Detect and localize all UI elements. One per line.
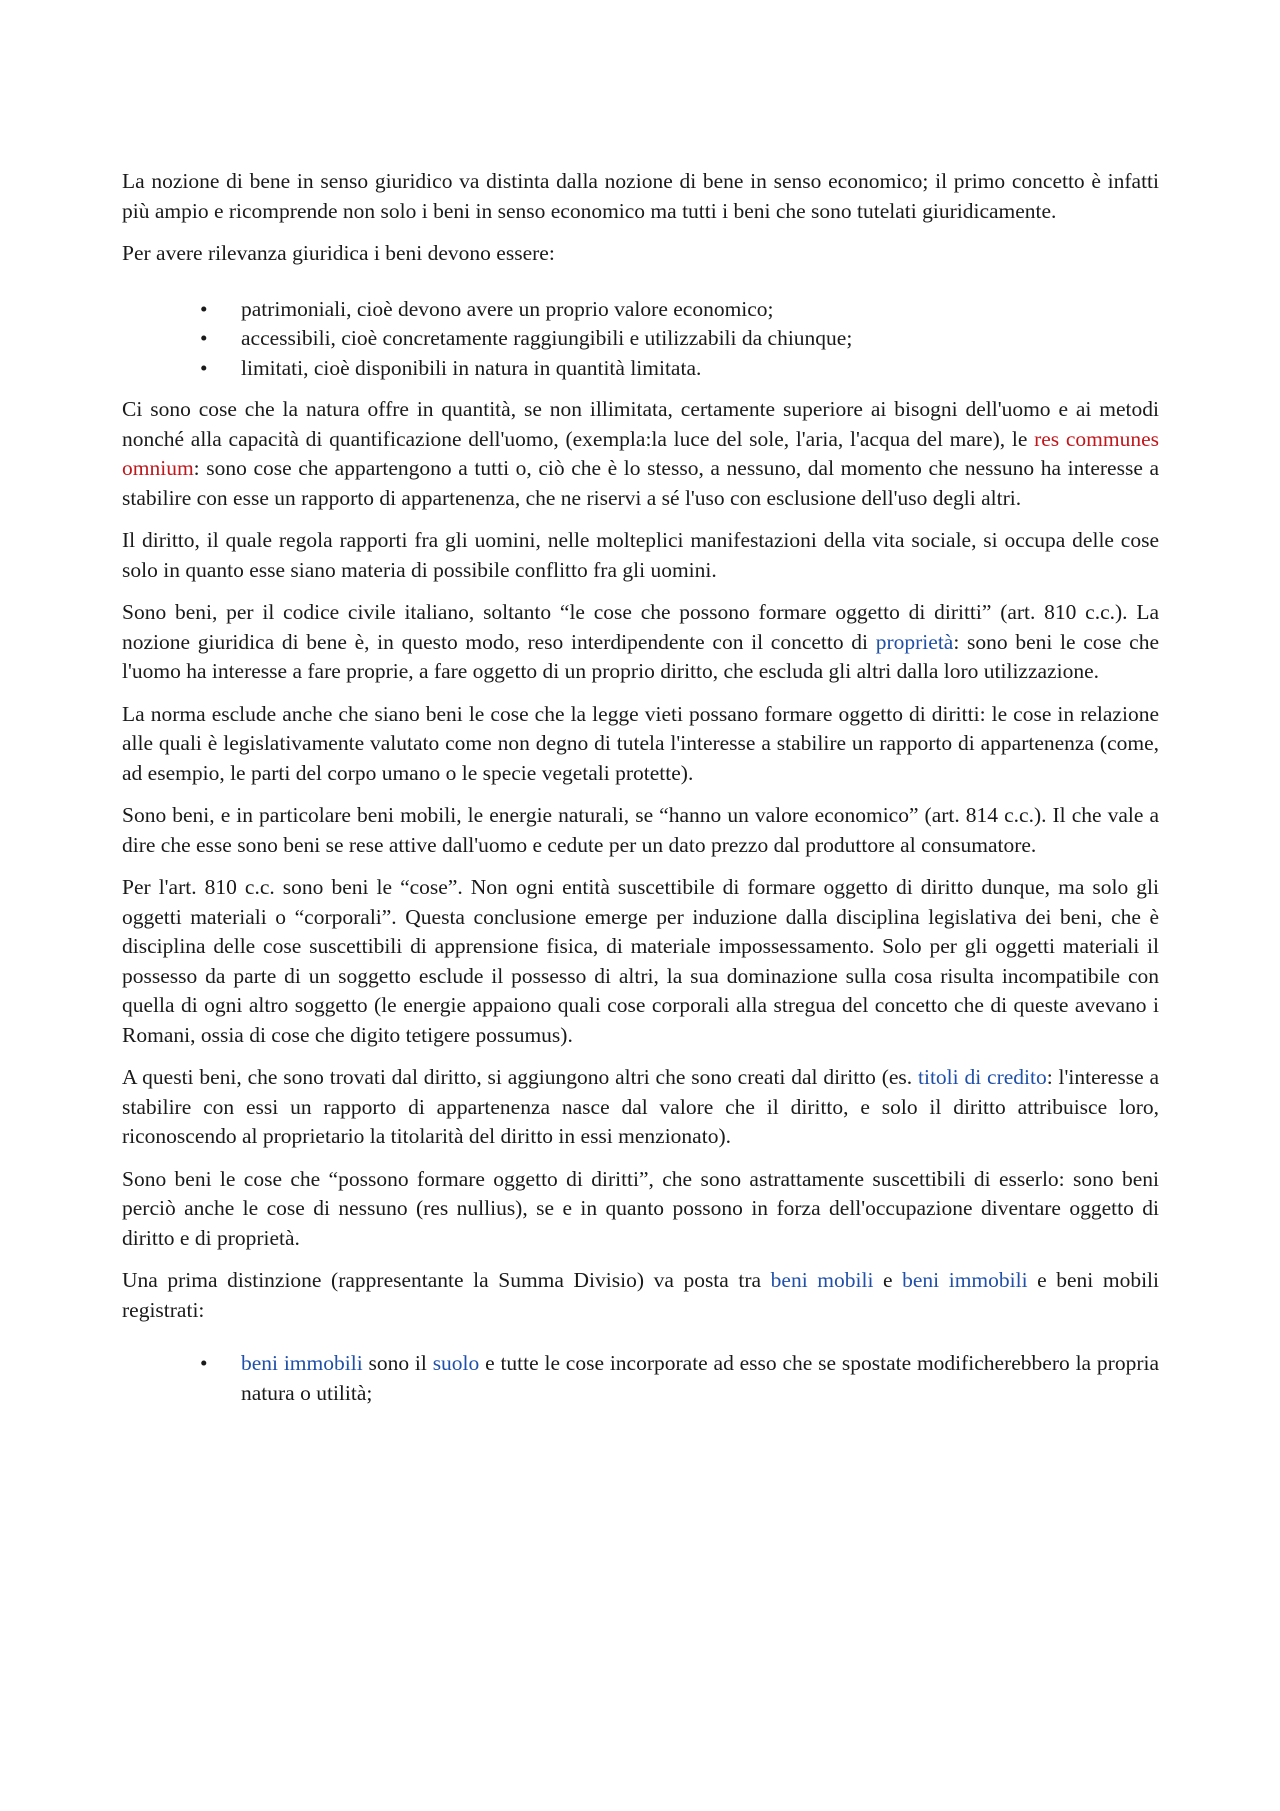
paragraph-diritto-regola: Il diritto, il quale regola rapporti fra gli uomini, nelle molteplici manifestazioni della vita sociale, si occupa delle cose solo in quanto esse siano materia di possibile conflitto fra gli uomini. (122, 528, 1159, 582)
paragraph-art-810: Per l'art. 810 c.c. sono beni le “cose”. Non ogni entità suscettibile di formare oggetto di diritto dunque, ma solo gli oggetti materiali o “corporali”. Questa conclusione emerge per induzione dalla disciplina legislativa dei beni, che è disciplina delle cose suscettibili di apprensione fisica, di materiale impossessamento. Solo per gli oggetti materiali il possesso da parte di un soggetto esclude il possesso di altri, la sua dominazione sulla cosa risulta incompatibile con quella di ogni altro soggetto (le energie appaiono quali cose corporali alla stregua del concetto che di queste avevano i Romani, ossia di cose che digito tetigere possumus). (122, 875, 1159, 1047)
text-segment: e tutte le cose incorporate ad esso che se spostate modificherebbero la propria natura o utilità; (241, 1351, 1159, 1405)
beni-immobili-link[interactable]: beni immobili (902, 1268, 1028, 1292)
list-item-limitati: • limitati, cioè disponibili in natura in quantità limitata. (122, 354, 1159, 384)
list-item-accessibili: • accessibili, cioè concretamente raggiungibili e utilizzabili da chiunque; (122, 324, 1159, 354)
text-segment: e (873, 1268, 903, 1292)
paragraph-beni-creati (122, 1063, 1159, 1152)
text-segment: : l'interesse a stabilire con essi un rapporto di appartenenza nasce dal valore che il diritto, e solo il diritto attribuisce loro, riconoscendo al proprietario la titolarità del diritto in essi menzionato). (122, 1065, 1159, 1148)
proprieta-link[interactable]: proprietà (875, 629, 954, 654)
text-segment: e beni mobili registrati: (122, 1268, 1160, 1322)
suolo-link[interactable]: suolo (432, 1351, 480, 1375)
beni-mobili-link[interactable]: beni mobili (770, 1268, 874, 1292)
text-segment: Ci sono cose che la natura offre in quantità, se non illimitata, certamente superiore ai bisogni dell'uomo e ai metodi nonché alla capacità di quantificazione dell'uomo, (exempla:la luce del sole, l'aria, l'acqua del mare), le (122, 397, 1159, 451)
distinction-list (122, 1349, 1159, 1408)
list-item-beni-immobili (122, 1349, 1159, 1408)
text-segment: Una prima distinzione (rappresentante la Summa Divisio) va posta tra (122, 1268, 771, 1292)
paragraph-bene-giuridico: La nozione di bene in senso giuridico va distinta dalla nozione di bene in senso economico; il primo concetto è infatti più ampio e ricomprende non solo i beni in senso economico ma tutti i beni che sono tutelati giuridicamente. (122, 169, 1159, 223)
beni-immobili-list-link[interactable]: beni immobili (241, 1351, 363, 1375)
text-segment: sono il (362, 1351, 433, 1375)
document-page (122, 167, 1159, 1420)
paragraph-res-nullius: Sono beni le cose che “possono formare oggetto di diritti”, che sono astrattamente suscettibili di esserlo: sono beni perciò anche le cose di nessuno (res nullius), se e in quanto possono in forza dell'occupazione diventare oggetto di diritto e di proprietà. (122, 1166, 1159, 1250)
paragraph-energie-naturali: Sono beni, e in particolare beni mobili, le energie naturali, se “hanno un valore economico” (art. 814 c.c.). Il che vale a dire che esse sono beni se rese attive dall'uomo e cedute per un dato prezzo dal produttore al consumatore. (122, 803, 1159, 857)
paragraph-res-communes (122, 395, 1159, 513)
res-communes-link[interactable]: res communes omnium (122, 426, 1160, 480)
titoli-di-credito-link[interactable]: titoli di credito (918, 1065, 1047, 1089)
text-segment: : sono cose che appartengono a tutti o, ciò che è lo stesso, a nessuno, dal momento che nessuno ha interesse a stabilire con esse un rapporto di appartenenza, che ne riservi a sé l'uso con esclusione dell'uso degli altri. (122, 456, 1159, 510)
paragraph-summa-divisio (122, 1266, 1159, 1325)
paragraph-norma-esclude: La norma esclude anche che siano beni le cose che la legge vieti possano formare oggetto di diritti: le cose in relazione alle quali è legislativamente valutato come non degno di tutela l'interesse a stabilire un rapporto di appartenenza (come, ad esempio, le parti del corpo umano o le specie vegetali protette). (122, 701, 1159, 785)
paragraph-rilevanza-intro: Per avere rilevanza giuridica i beni devono essere: (122, 241, 555, 265)
paragraph-codice-civile (122, 598, 1159, 687)
requirements-list (122, 295, 1159, 384)
list-item-patrimoniali: • patrimoniali, cioè devono avere un proprio valore economico; (122, 295, 1159, 325)
text-segment: : sono beni le cose che l'uomo ha interesse a fare proprie, a fare oggetto di un proprio diritto, che escluda gli altri dalla loro utilizzazione. (122, 629, 1159, 683)
text-segment: A questi beni, che sono trovati dal diritto, si aggiungono altri che sono creati dal diritto (es. (122, 1065, 919, 1089)
text-segment: Sono beni, per il codice civile italiano, soltanto “le cose che possono formare oggetto di diritti” (art. 810 c.c.). La nozione giuridica di bene è, in questo modo, reso interdipendente con il concetto di (122, 600, 1159, 654)
